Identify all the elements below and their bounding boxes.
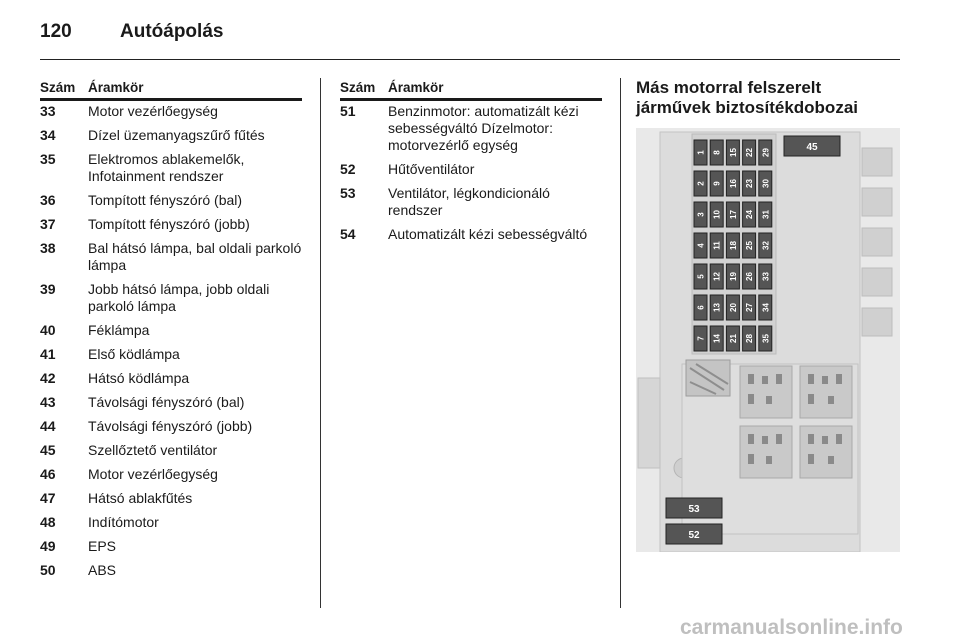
fuse-label: 3 [696,212,706,217]
fuse-label: 18 [728,241,738,250]
fuse-label: 12 [712,272,722,281]
circuit-description: Hűtőventilátor [388,161,475,177]
fuse-label: 17 [728,210,738,219]
fuse-label: 4 [696,243,706,248]
fuse-number: 36 [40,192,56,208]
table-header [340,80,602,101]
fuse-label: 9 [712,181,722,186]
circuit-description: Ventilátor, légkondicionáló rendszer [388,185,550,218]
circuit-description: Féklámpa [88,322,150,338]
fuse-number: 53 [340,185,356,201]
circuit-description: Motor vezérlőegység [88,466,218,482]
fuse-label: 31 [761,210,771,219]
table-row [40,394,302,411]
watermark: carmanualsonline.info [680,616,903,639]
fuse-number: 41 [40,346,56,362]
page-title: Autóápolás [120,21,224,42]
circuit-description: Szellőztető ventilátor [88,442,218,458]
fuse-label-45: 45 [806,142,818,153]
fuse-label: 30 [761,179,771,188]
fuse-label: 34 [761,303,771,312]
fuse-number: 44 [40,418,56,434]
circuit-description: Tompított fényszóró (bal) [88,192,243,208]
fuse-table-right [340,80,602,250]
fuse-label: 20 [728,303,738,312]
column-divider [620,78,621,608]
fuse-label: 7 [696,336,706,341]
circuit-description: EPS [88,538,117,554]
circuit-description: Távolsági fényszóró (bal) [88,394,245,410]
fuse-number: 50 [40,562,56,578]
table-row [40,562,302,579]
fuse-label: 19 [728,272,738,281]
table-row [40,418,302,435]
fuse-number: 43 [40,394,56,410]
fuse-label-53: 53 [688,504,700,515]
circuit-description: Hátsó ködlámpa [88,370,190,386]
fuse-label: 27 [745,303,755,312]
table-row [40,466,302,483]
table-row [40,240,302,274]
table-header [40,80,302,101]
fuse-label: 25 [745,241,755,250]
table-row [40,103,302,120]
table-row [40,538,302,555]
circuit-description: Jobb hátsó lámpa, jobb oldali parkoló lámpa [88,281,270,314]
fuse-number: 42 [40,370,56,386]
circuit-description: Dízel üzemanyagszűrő fűtés [88,127,265,143]
header-num: Szám [40,80,76,95]
header-circuit: Áramkör [88,80,144,95]
table-row [40,490,302,507]
fuse-number: 51 [340,103,356,119]
circuit-description: Automatizált kézi sebességváltó [388,226,588,242]
fuse-label: 1 [696,150,706,155]
circuit-description: Motor vezérlőegység [88,103,218,119]
fuse-number: 40 [40,322,56,338]
table-row [40,346,302,363]
fuse-label: 15 [728,148,738,157]
circuit-description: Benzinmotor: automatizált kézi sebességváltó Dízelmotor: motorvezérlő egység [388,103,579,153]
fuse-label: 8 [712,150,722,155]
fuse-box-illustration [636,128,900,552]
fuse-label: 29 [761,148,771,157]
fuse-label: 21 [728,334,738,343]
circuit-description: ABS [88,562,117,578]
header-circuit: Áramkör [388,80,444,95]
fuse-number: 33 [40,103,56,119]
fuse-number: 34 [40,127,56,143]
table-row [340,226,602,243]
fuse-table-left [40,80,302,586]
section-title: Más motorral felszerelt járművek biztosítékdobozai [636,78,858,117]
header-num: Szám [340,80,376,95]
fuse-number: 54 [340,226,356,242]
fuse-number: 52 [340,161,356,177]
fuse-number: 38 [40,240,56,256]
table-row [40,514,302,531]
fuse-label: 22 [745,148,755,157]
fuse-number: 48 [40,514,56,530]
circuit-description: Elektromos ablakemelők, Infotainment rendszer [88,151,245,184]
fuse-label: 23 [745,179,755,188]
fuse-label: 5 [696,274,706,279]
circuit-description: Bal hátsó lámpa, bal oldali parkoló lámpa [88,240,302,273]
fuse-label-52: 52 [688,530,700,541]
fuse-label: 10 [712,210,722,219]
circuit-description: Távolsági fényszóró (jobb) [88,418,253,434]
fuse-label: 26 [745,272,755,281]
page-header [40,17,900,60]
fuse-label: 33 [761,272,771,281]
table-row [40,281,302,315]
circuit-description: Tompított fényszóró (jobb) [88,216,250,232]
table-row [40,127,302,144]
table-row [40,322,302,339]
fuse-number: 47 [40,490,56,506]
table-row [40,370,302,387]
column-divider [320,78,321,608]
fuse-label: 6 [696,305,706,310]
table-row [40,151,302,185]
fuse-number: 35 [40,151,56,167]
fuse-label: 32 [761,241,771,250]
fuse-number: 39 [40,281,56,297]
circuit-description: Hátsó ablakfűtés [88,490,193,506]
fuse-label: 2 [696,181,706,186]
table-row [40,216,302,233]
fuse-label: 16 [728,179,738,188]
fuse-number: 49 [40,538,56,554]
fuse-label: 11 [712,241,722,250]
table-row [40,192,302,209]
table-row [340,185,602,219]
circuit-description: Első ködlámpa [88,346,180,362]
fuse-label: 24 [745,210,755,219]
fuse-label: 28 [745,334,755,343]
fuse-number: 45 [40,442,56,458]
page-number: 120 [40,21,72,42]
fuse-label: 35 [761,334,771,343]
circuit-description: Indítómotor [88,514,159,530]
fuse-number: 37 [40,216,56,232]
fuse-label: 14 [712,334,722,343]
fuse-number: 46 [40,466,56,482]
table-row [40,442,302,459]
table-row [340,103,602,154]
fuse-label: 13 [712,303,722,312]
table-row [340,161,602,178]
